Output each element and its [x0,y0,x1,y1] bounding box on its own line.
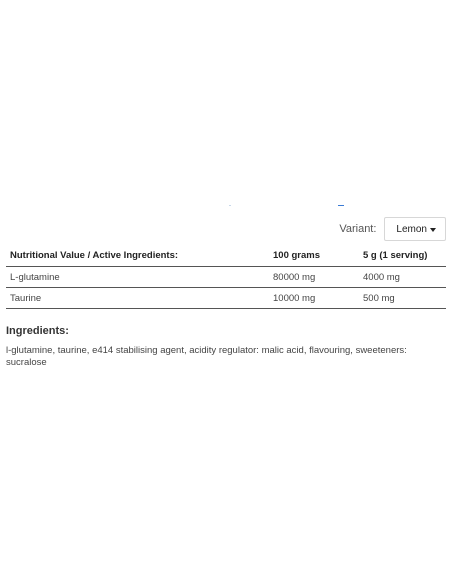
table-row [6,267,446,288]
ingredients-heading: Ingredients: [6,325,69,337]
decorative-dot [229,205,231,206]
cell-ingredient-name: Taurine [6,288,269,309]
variant-dropdown[interactable] [384,217,446,241]
column-header-ingredient: Nutritional Value / Active Ingredients: [6,245,269,267]
cell-amount-serving: 500 mg [359,288,446,309]
column-header-serving: 5 g (1 serving) [359,245,446,267]
cell-amount-serving: 4000 mg [359,267,446,288]
table-row [6,288,446,309]
ingredients-text: l-glutamine, taurine, e414 stabilising agent, acidity regulator: malic acid, flavouring, sweeteners: sucralose [6,345,407,368]
chevron-down-icon [430,228,436,232]
table-header-row [6,245,446,267]
cell-amount-100g: 10000 mg [269,288,359,309]
decorative-marks [0,204,452,208]
accent-dash [338,205,344,206]
variant-label: Variant: [339,223,377,235]
cell-ingredient-name: L-glutamine [6,267,269,288]
nutrition-table [6,245,446,309]
variant-selected-value: Lemon [396,223,427,235]
cell-amount-100g: 80000 mg [269,267,359,288]
variant-selector [339,217,446,241]
column-header-100g: 100 grams [269,245,359,267]
